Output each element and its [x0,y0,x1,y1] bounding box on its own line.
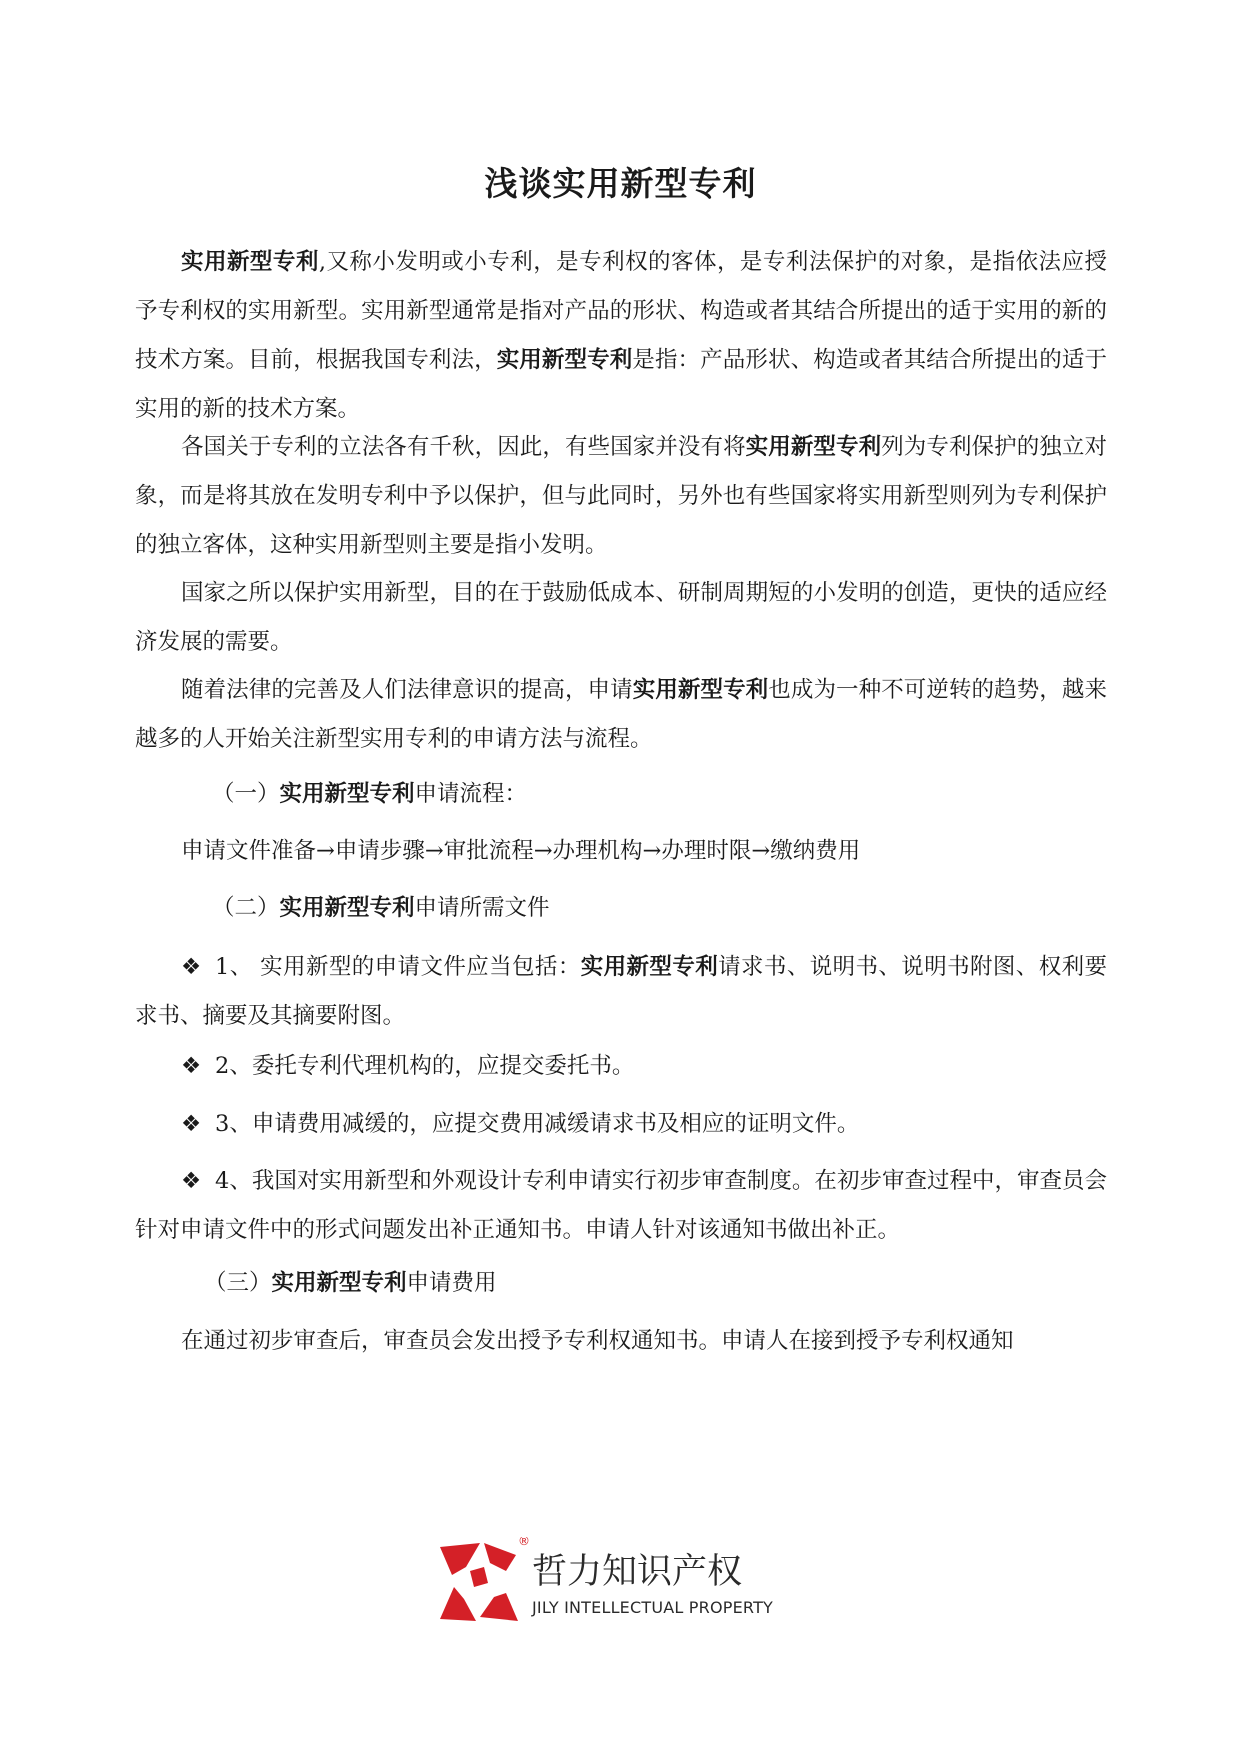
bullet-text: 4、我国对实用新型和外观设计专利申请实行初步审查制度。在初步审查过程中，审查员会针对申请文件中的形式问题发出补正通知书。申请人针对该通知书做出补正。 [135,1168,1107,1243]
logo-english-name: JILY INTELLECTUAL PROPERTY [532,1598,774,1617]
paragraph-intro [135,238,1107,434]
bullet-item-2 [135,1042,1107,1091]
bullet-text: 1、 实用新型的申请文件应当包括： [215,954,581,980]
term-bold: 实用新型专利 [181,249,319,275]
section-heading-1 [212,770,1107,819]
paragraph-purpose: 国家之所以保护实用新型，目的在于鼓励低成本、研制周期短的小发明的创造，更快的适应经济发展的需要。 [135,580,1107,655]
heading-number: （二） [212,895,280,921]
heading-text: 申请流程： [414,781,528,807]
term-bold: 实用新型专利 [496,347,633,373]
bullet-item-3 [135,1100,1107,1149]
term-bold: 实用新型专利 [271,1270,407,1296]
bullet-item-1 [135,943,1107,1041]
diamond-bullet-icon: ❖ [181,1053,202,1079]
document-title: 浅谈实用新型专利 [484,164,757,203]
trend-tail: 也成为一种不可逆转的趋势，越来越多的人开始关注新型实用专利的申请方法与流程。 [135,677,1107,752]
heading-text: 申请费用 [406,1270,497,1296]
heading-text: 申请所需文件 [414,895,550,921]
intro-text: ,又称小发明或小专利，是专利权的客体，是专利法保护的对象，是指依法应授予专利权的实用新型。实用新型通常是指对产品的形状、构造或者其结合所提出的适于实用的新的技术方案。目前，根据我国专利法， [135,249,1107,373]
diamond-bullet-icon: ❖ [181,954,202,980]
heading-number: （三） [204,1270,272,1296]
paragraph-fee: 在通过初步审查后，审查员会发出授予专利权通知书。申请人在接到授予专利权通知 [181,1328,1014,1354]
term-bold: 实用新型专利 [279,895,415,921]
section-heading-2 [212,884,1107,933]
bullet-item-4 [135,1157,1107,1255]
diamond-bullet-icon: ❖ [181,1111,202,1137]
registered-mark: ® [518,1537,530,1548]
logo-mark-icon [440,1543,518,1621]
paragraph-trend [135,666,1107,764]
logo-chinese-name: 哲力知识产权 [532,1552,743,1592]
company-logo [436,1537,816,1627]
legislation-text: 各国关于专利的立法各有千秋，因此，有些国家并没有将 [181,434,746,460]
term-bold: 实用新型专利 [580,954,719,980]
legislation-tail: 列为专利保护的独立对象，而是将其放在发明专利中予以保护，但与此同时，另外也有些国家将实用新型则列为专利保护的独立客体，这种实用新型则主要是指小发明。 [135,434,1107,558]
diamond-bullet-icon: ❖ [181,1168,202,1194]
term-bold: 实用新型专利 [279,781,415,807]
term-bold: 实用新型专利 [632,677,769,703]
bullet-tail: 请求书、说明书、说明书附图、权利要求书、摘要及其摘要附图。 [135,954,1107,1029]
bullet-text: 3、申请费用减缓的，应提交费用减缓请求书及相应的证明文件。 [215,1111,860,1137]
bullet-text: 2、委托专利代理机构的，应提交委托书。 [215,1053,635,1079]
intro-tail: 是指：产品形状、构造或者其结合所提出的适于实用的新的技术方案。 [135,347,1107,422]
paragraph-legislation [135,423,1107,570]
term-bold: 实用新型专利 [745,434,882,460]
section-heading-3 [204,1259,1107,1308]
trend-text: 随着法律的完善及人们法律意识的提高，申请 [181,677,633,703]
application-flow: 申请文件准备→申请步骤→审批流程→办理机构→办理时限→缴纳费用 [181,838,861,864]
heading-number: （一） [212,781,280,807]
